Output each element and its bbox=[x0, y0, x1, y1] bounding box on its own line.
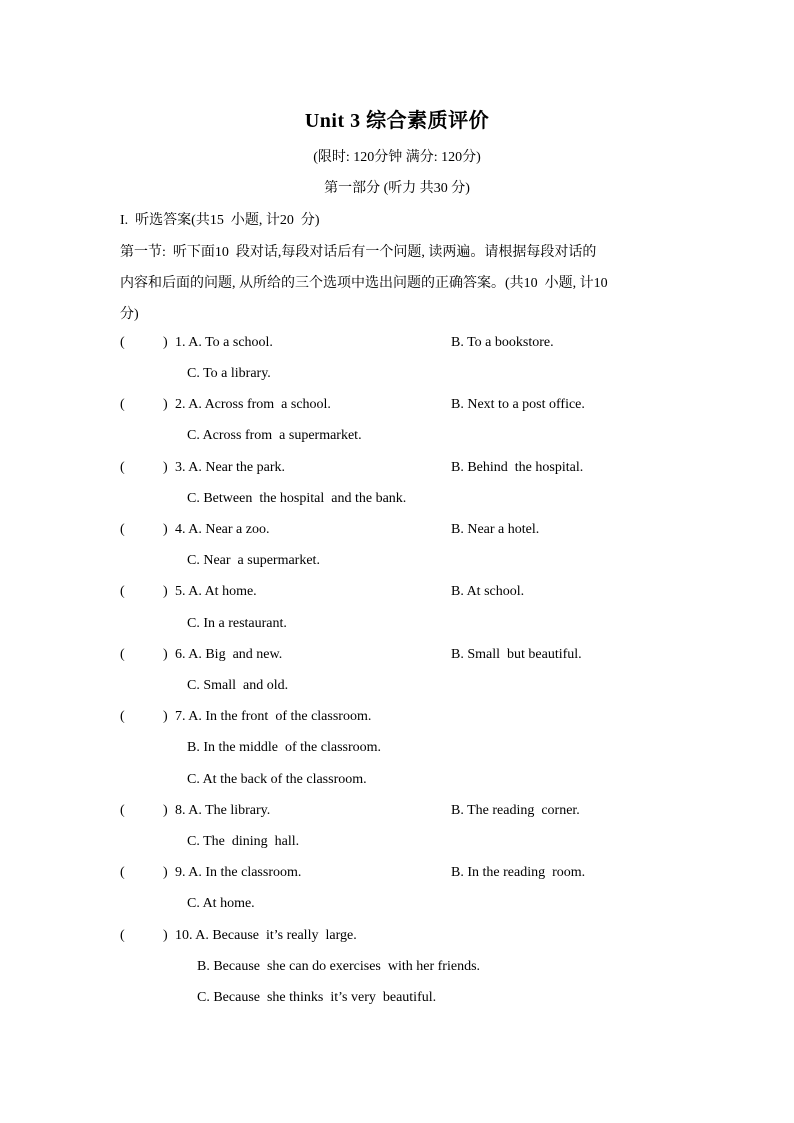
answer-blank-close[interactable]: ) bbox=[163, 709, 168, 724]
option-c: C. Near a supermarket. bbox=[187, 553, 320, 568]
time-limit: (限时: 120分钟 满分: 120分) bbox=[313, 150, 481, 165]
instruction-line-3: 分) bbox=[120, 307, 139, 322]
option-b: B. Because she can do exercises with her friends. bbox=[197, 959, 481, 974]
option-b: B. To a bookstore. bbox=[451, 335, 554, 350]
option-a: 4. A. Near a zoo. bbox=[175, 522, 270, 537]
answer-blank-close[interactable]: ) bbox=[163, 397, 168, 412]
option-a: 8. A. The library. bbox=[175, 803, 271, 818]
option-a: 5. A. At home. bbox=[175, 584, 257, 599]
instruction-line-1: 第一节: 听下面10 段对话,每段对话后有一个问题, 读两遍。请根据每段对话的 bbox=[120, 245, 597, 260]
option-a: 3. A. Near the park. bbox=[175, 460, 286, 475]
answer-blank-open[interactable]: ( bbox=[120, 647, 125, 662]
page-title: Unit 3 综合素质评价 bbox=[304, 110, 490, 132]
answer-blank-close[interactable]: ) bbox=[163, 928, 168, 943]
option-c: C. To a library. bbox=[187, 366, 271, 381]
option-b: B. In the middle of the classroom. bbox=[187, 740, 382, 755]
instruction-line-2: 内容和后面的问题, 从所给的三个选项中选出问题的正确答案。(共10 小题, 计10 bbox=[120, 276, 608, 291]
answer-blank-open[interactable]: ( bbox=[120, 335, 125, 350]
option-a: 1. A. To a school. bbox=[175, 335, 273, 350]
answer-blank-open[interactable]: ( bbox=[120, 709, 125, 724]
part-heading: 第一部分 (听力 共30 分) bbox=[324, 181, 470, 196]
option-c: C. In a restaurant. bbox=[187, 616, 287, 631]
answer-blank-open[interactable]: ( bbox=[120, 865, 125, 880]
answer-blank-close[interactable]: ) bbox=[163, 865, 168, 880]
option-b: B. The reading corner. bbox=[451, 803, 580, 818]
answer-blank-open[interactable]: ( bbox=[120, 522, 125, 537]
option-a: 2. A. Across from a school. bbox=[175, 397, 331, 412]
option-c: C. Because she thinks it’s very beautiful. bbox=[197, 990, 437, 1005]
section-heading: I. 听选答案(共15 小题, 计20 分) bbox=[120, 213, 320, 228]
answer-blank-open[interactable]: ( bbox=[120, 584, 125, 599]
option-c: C. Between the hospital and the bank. bbox=[187, 491, 407, 506]
answer-blank-open[interactable]: ( bbox=[120, 460, 125, 475]
answer-blank-close[interactable]: ) bbox=[163, 335, 168, 350]
option-c: C. Small and old. bbox=[187, 678, 289, 693]
answer-blank-open[interactable]: ( bbox=[120, 928, 125, 943]
answer-blank-close[interactable]: ) bbox=[163, 460, 168, 475]
answer-blank-close[interactable]: ) bbox=[163, 522, 168, 537]
answer-blank-open[interactable]: ( bbox=[120, 803, 125, 818]
answer-blank-close[interactable]: ) bbox=[163, 803, 168, 818]
option-c: C. Across from a supermarket. bbox=[187, 428, 362, 443]
option-a: 10. A. Because it’s really large. bbox=[175, 928, 357, 943]
option-c: C. At home. bbox=[187, 896, 255, 911]
answer-blank-close[interactable]: ) bbox=[163, 647, 168, 662]
option-b: B. At school. bbox=[451, 584, 525, 599]
option-b: B. In the reading room. bbox=[451, 865, 586, 880]
option-c: C. At the back of the classroom. bbox=[187, 772, 367, 787]
option-b: B. Small but beautiful. bbox=[451, 647, 582, 662]
option-a: 6. A. Big and new. bbox=[175, 647, 283, 662]
option-b: B. Behind the hospital. bbox=[451, 460, 584, 475]
option-b: B. Next to a post office. bbox=[451, 397, 585, 412]
option-a: 7. A. In the front of the classroom. bbox=[175, 709, 372, 724]
option-b: B. Near a hotel. bbox=[451, 522, 540, 537]
option-a: 9. A. In the classroom. bbox=[175, 865, 302, 880]
answer-blank-open[interactable]: ( bbox=[120, 397, 125, 412]
answer-blank-close[interactable]: ) bbox=[163, 584, 168, 599]
option-c: C. The dining hall. bbox=[187, 834, 300, 849]
